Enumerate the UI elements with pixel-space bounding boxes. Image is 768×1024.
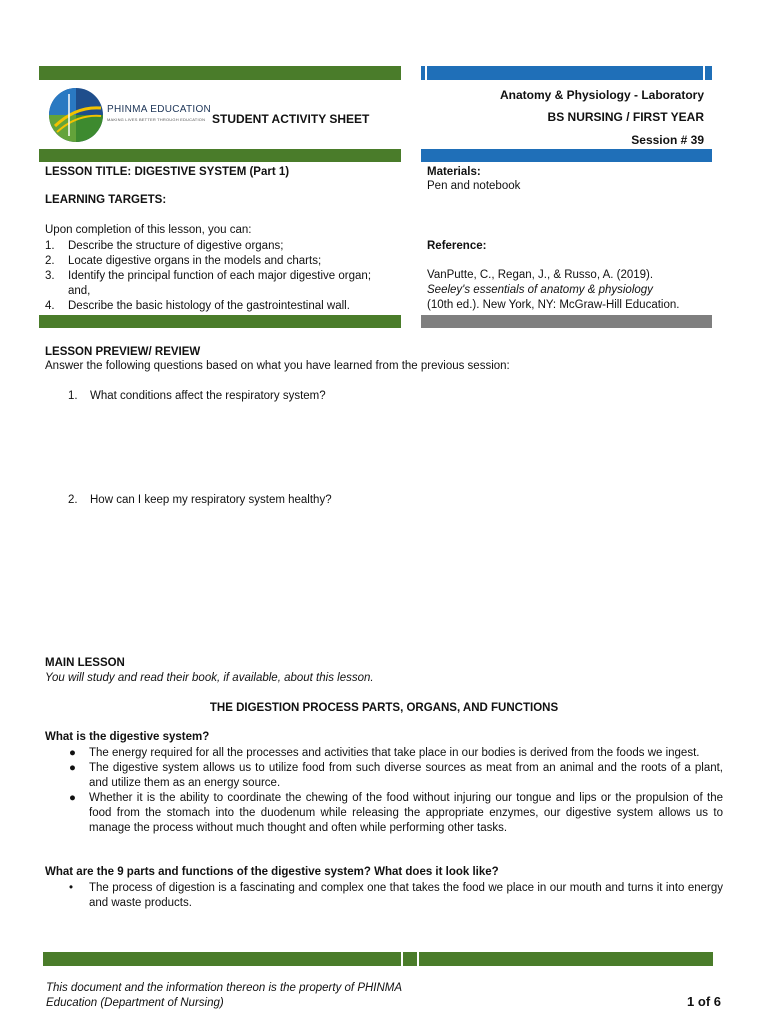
list-item: ● Whether it is the ability to coordinate the chewing of the food without injuring our tongue and lips or the propulsion of the food from the stomach into the duodenum while releasing the appropriate enzymes, our digestive system allows us to manage the process without much thought and often while performing other tasks. bbox=[69, 792, 723, 834]
reference-line-2: Seeley's essentials of anatomy & physiology bbox=[427, 284, 653, 296]
preview-instruction: Answer the following questions based on what you have learned from the previous session: bbox=[45, 360, 510, 372]
section-title: THE DIGESTION PROCESS PARTS, ORGANS, AND FUNCTIONS bbox=[209, 702, 559, 714]
program-name: BS NURSING / FIRST YEAR bbox=[547, 110, 704, 124]
preview-heading: LESSON PREVIEW/ REVIEW bbox=[45, 346, 201, 358]
preview-question-2: 2. How can I keep my respiratory system healthy? bbox=[68, 494, 332, 506]
list-item: 4. Describe the basic histology of the gastrointestinal wall. bbox=[45, 300, 350, 312]
main-lesson-heading: MAIN LESSON bbox=[45, 657, 125, 669]
learning-targets-intro: Upon completion of this lesson, you can: bbox=[45, 224, 252, 236]
section-bottom-green-bar bbox=[39, 315, 401, 328]
session-number: Session # 39 bbox=[631, 133, 704, 147]
list-item: 3. Identify the principal function of each major digestive organ; and, bbox=[45, 270, 372, 297]
list-item: 1. Describe the structure of digestive organs; bbox=[45, 240, 284, 252]
main-lesson-note: You will study and read their book, if available, about this lesson. bbox=[45, 672, 374, 684]
course-name: Anatomy & Physiology - Laboratory bbox=[499, 88, 704, 102]
section-green-bar bbox=[39, 149, 401, 162]
phinma-logo-icon bbox=[47, 86, 105, 144]
materials-text: Pen and notebook bbox=[427, 180, 521, 192]
phinma-logo bbox=[47, 86, 212, 144]
list-item: • The process of digestion is a fascinating and complex one that takes the food we place in our mouth and turns it into energy and waste products. bbox=[69, 882, 723, 909]
materials-heading: Materials: bbox=[427, 166, 481, 178]
list-item: 2. Locate digestive organs in the models and charts; bbox=[45, 255, 322, 267]
page-number: 1 of 6 bbox=[687, 994, 721, 1009]
digestive-system-bullets bbox=[45, 746, 723, 836]
question-heading-2: What are the 9 parts and functions of the digestive system? What does it look like? bbox=[45, 866, 499, 878]
preview-question-1: 1. What conditions affect the respiratory system? bbox=[68, 390, 326, 402]
list-item: ● The digestive system allows us to utilize food from such diverse sources as meat from an animal and the roots of a plant, and utilize them as an energy source. bbox=[69, 762, 723, 789]
header-blue-bar bbox=[421, 66, 712, 80]
lesson-title: LESSON TITLE: DIGESTIVE SYSTEM (Part 1) bbox=[45, 166, 290, 178]
header-green-bar bbox=[39, 66, 401, 80]
footer-disclaimer-line-1: This document and the information thereon is the property of PHINMA bbox=[46, 982, 403, 994]
reference-line-1: VanPutte, C., Regan, J., & Russo, A. (2019). bbox=[427, 269, 654, 281]
question-heading-1: What is the digestive system? bbox=[45, 731, 210, 743]
learning-targets-list bbox=[45, 239, 380, 314]
logo-tagline: MAKING LIVES BETTER THROUGH EDUCATION bbox=[107, 117, 206, 122]
sheet-title: STUDENT ACTIVITY SHEET bbox=[212, 112, 370, 126]
reference-heading: Reference: bbox=[427, 240, 487, 252]
logo-wordmark: PHINMA EDUCATION bbox=[107, 104, 212, 115]
reference-line-3: (10th ed.). New York, NY: McGraw-Hill Education. bbox=[427, 299, 680, 311]
list-item: ● The energy required for all the processes and activities that take place in our bodies is derived from the foods we ingest. bbox=[69, 747, 700, 759]
learning-targets-heading: LEARNING TARGETS: bbox=[45, 194, 167, 206]
footer-green-bar bbox=[43, 952, 713, 966]
footer-disclaimer-line-2: Education (Department of Nursing) bbox=[46, 997, 224, 1009]
digestion-process-bullets bbox=[45, 881, 723, 911]
section-bottom-gray-bar bbox=[421, 315, 712, 328]
section-blue-bar bbox=[421, 149, 712, 162]
